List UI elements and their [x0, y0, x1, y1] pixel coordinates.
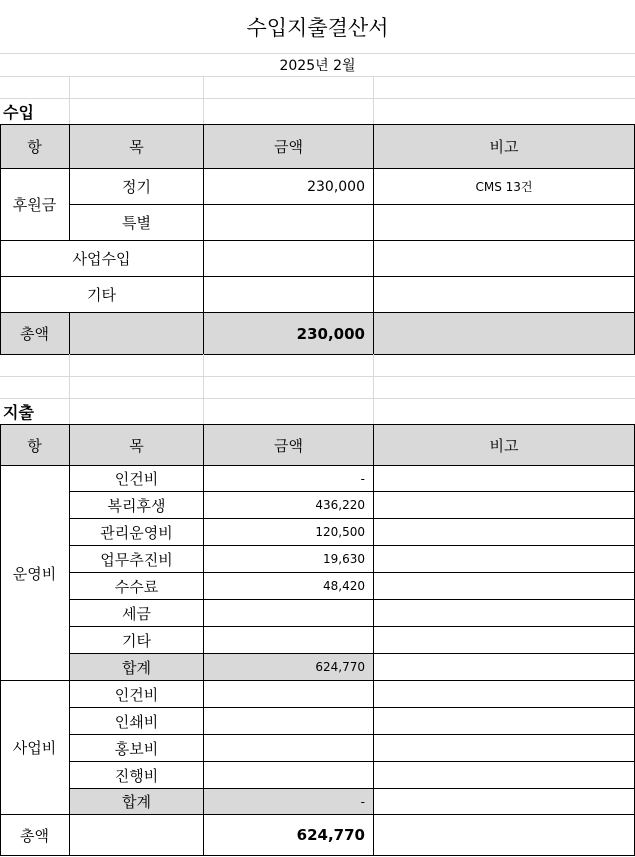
business-item-label: 인건비 [114, 685, 159, 704]
income-item-note: CMS 13건 [475, 180, 533, 194]
expense-section-label: 지출 [3, 403, 34, 422]
operating-item-label: 업무추진비 [100, 550, 173, 569]
report-period: 2025년 2월 [279, 58, 356, 74]
business-item-label: 홍보비 [114, 739, 159, 758]
business-item-label: 진행비 [114, 766, 159, 785]
business-income-label: 사업수입 [72, 250, 131, 268]
operating-subtotal-amount: 624,770 [315, 660, 365, 674]
operating-item-amount: 436,220 [315, 498, 365, 512]
income-section-label: 수입 [3, 103, 34, 122]
operating-subtotal-label: 합계 [122, 658, 151, 677]
expense-header-hang: 항 [27, 436, 42, 455]
operating-item-label: 복리후생 [107, 496, 166, 515]
business-group-label: 사업비 [12, 739, 57, 757]
expense-header-note: 비고 [489, 436, 519, 455]
operating-item-label: 기타 [122, 631, 151, 650]
page-title: 수입지출결산서 [246, 16, 389, 40]
operating-item-label: 세금 [122, 604, 151, 623]
operating-item-amount: 120,500 [315, 525, 365, 539]
operating-item-amount: 19,630 [323, 552, 365, 566]
income-header-mok: 목 [129, 138, 144, 156]
income-item-label: 정기 [122, 178, 151, 196]
income-total-amount: 230,000 [296, 324, 365, 343]
expense-total-label: 총액 [20, 826, 49, 845]
income-header-amount: 금액 [274, 138, 303, 156]
income-header-note: 비고 [489, 138, 519, 156]
operating-item-amount: 48,420 [323, 579, 365, 593]
operating-item-label: 인건비 [114, 470, 159, 488]
income-group-label: 후원금 [12, 196, 57, 214]
expense-total-amount: 624,770 [296, 826, 365, 844]
operating-group-label: 운영비 [12, 564, 57, 583]
income-total-label: 총액 [20, 325, 49, 343]
income-item-label: 특별 [122, 214, 151, 232]
operating-item-amount: - [360, 471, 365, 486]
income-item-amount: 230,000 [307, 178, 365, 195]
expense-header-amount: 금액 [274, 436, 303, 455]
business-subtotal-label: 합계 [122, 793, 151, 811]
operating-item-label: 수수료 [114, 577, 159, 596]
expense-header-mok: 목 [129, 436, 144, 455]
business-subtotal-amount: - [360, 794, 365, 809]
operating-item-label: 관리운영비 [100, 523, 173, 542]
income-header-hang: 항 [27, 138, 42, 156]
other-income-label: 기타 [87, 286, 116, 304]
business-item-label: 인쇄비 [114, 712, 159, 731]
